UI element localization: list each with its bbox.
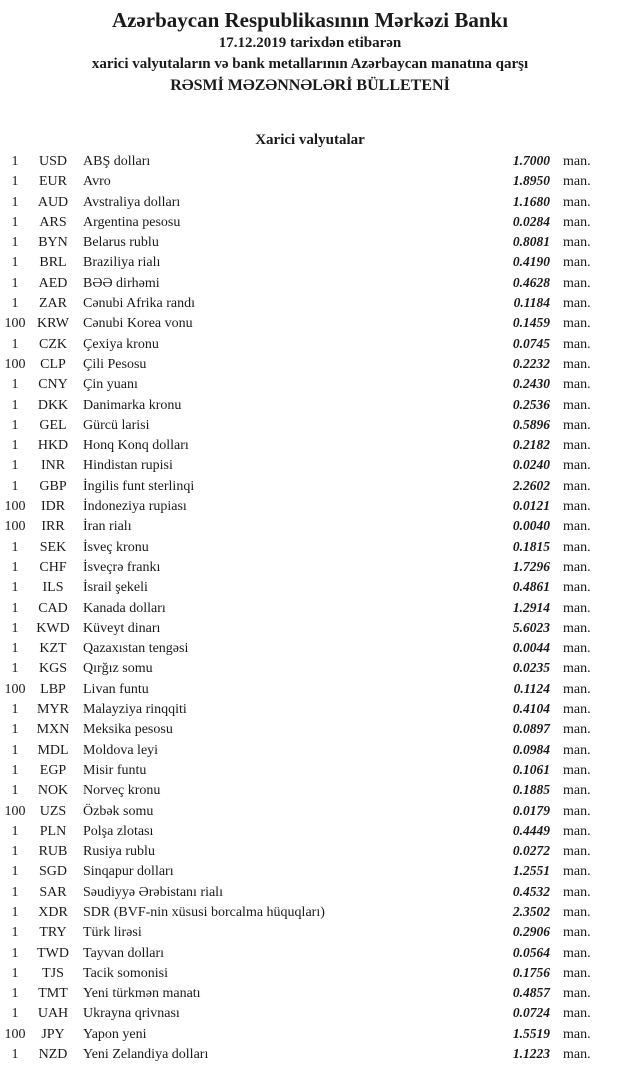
currency-code: USD — [38, 154, 67, 169]
rate-quantity: 100 — [4, 356, 26, 372]
currency-code: LBP — [40, 681, 66, 697]
currency-name: İsveçrə frankı — [83, 559, 161, 575]
rate-value: 0.1459 — [512, 315, 550, 331]
currency-name: Sinqapur dolları — [83, 864, 174, 880]
currency-code: CAD — [38, 600, 68, 616]
bulletin-header — [0, 0, 620, 97]
unit-label: man. — [563, 823, 591, 839]
rate-value: 0.2232 — [512, 355, 550, 371]
unit-label: man. — [563, 174, 591, 190]
currency-name: Kanada dolları — [83, 600, 166, 616]
currency-code: ARS — [39, 214, 67, 230]
rate-row — [0, 963, 620, 983]
currency-code: UAH — [37, 1006, 69, 1022]
currency-code: SAR — [39, 884, 67, 900]
rate-row — [0, 252, 620, 272]
rate-row — [0, 943, 620, 963]
currency-name: Livan funtu — [83, 681, 149, 697]
rate-value: 0.0240 — [512, 457, 550, 473]
rate-value: 0.4190 — [512, 254, 550, 270]
rate-value: 0.4861 — [512, 579, 550, 595]
unit-label: man. — [563, 904, 591, 920]
currency-name: Küveyt dinarı — [83, 620, 161, 636]
rate-value: 0.0745 — [512, 335, 550, 351]
rate-quantity: 100 — [4, 316, 26, 332]
unit-label: man. — [563, 377, 591, 393]
currency-name: Cənubi Afrika randı — [83, 296, 195, 312]
rate-value: 0.4628 — [512, 274, 550, 290]
unit-label: man. — [563, 214, 591, 230]
rate-quantity: 1 — [11, 742, 19, 758]
rate-row — [0, 922, 620, 942]
currency-code: IRR — [41, 519, 65, 535]
currency-code: AED — [38, 275, 68, 291]
rate-value: 0.1756 — [512, 964, 550, 980]
unit-label: man. — [563, 742, 591, 758]
rate-row — [0, 192, 620, 212]
currency-code: TJS — [42, 965, 64, 981]
currency-code: MDL — [37, 742, 69, 758]
rate-quantity: 1 — [11, 255, 19, 271]
rate-value: 1.1680 — [512, 193, 550, 209]
currency-code: KGS — [38, 661, 67, 677]
currency-code: ILS — [42, 580, 64, 596]
rate-row — [0, 740, 620, 760]
currency-name: Norveç kronu — [83, 783, 161, 799]
currency-name: Səudiyyə Ərəbistanı rialı — [83, 884, 223, 900]
unit-label: man. — [563, 803, 591, 819]
rate-quantity: 1 — [11, 458, 19, 474]
rate-row — [0, 882, 620, 902]
rate-quantity: 1 — [11, 154, 19, 169]
currency-code: XDR — [38, 904, 68, 920]
rate-quantity: 1 — [11, 1047, 19, 1063]
currency-code: TRY — [39, 925, 67, 941]
currency-code: CLP — [40, 356, 66, 372]
rate-value: 0.0272 — [512, 843, 550, 859]
currency-code: BYN — [38, 235, 68, 251]
currency-name: Çili Pesosu — [83, 356, 147, 372]
rate-value: 0.0040 — [512, 518, 550, 534]
rate-quantity: 1 — [11, 580, 19, 596]
rate-row — [0, 171, 620, 191]
currency-name: Çin yuanı — [83, 377, 138, 393]
rate-quantity: 1 — [11, 1006, 19, 1022]
currency-code: JPY — [41, 1026, 65, 1042]
rate-value: 0.1124 — [513, 680, 550, 696]
rate-value: 0.5896 — [512, 416, 550, 432]
rate-quantity: 1 — [11, 620, 19, 636]
currency-name: Braziliya rialı — [83, 255, 161, 271]
unit-label: man. — [563, 661, 591, 677]
rate-quantity: 1 — [11, 600, 19, 616]
rate-quantity: 1 — [11, 539, 19, 555]
rate-row — [0, 293, 620, 313]
rate-value: 1.5519 — [512, 1025, 550, 1041]
rate-value: 0.0179 — [512, 802, 550, 818]
currency-name: İsrail şekeli — [83, 580, 148, 596]
currency-code: NOK — [37, 783, 69, 799]
rate-row — [0, 354, 620, 374]
rate-value: 0.2906 — [512, 924, 550, 940]
rate-row — [0, 537, 620, 557]
rate-row — [0, 1003, 620, 1023]
rate-quantity: 1 — [11, 783, 19, 799]
rate-row — [0, 679, 620, 699]
currency-code: TWD — [37, 945, 69, 961]
rate-row — [0, 395, 620, 415]
rate-quantity: 1 — [11, 986, 19, 1002]
currency-name: Tayvan dolları — [83, 945, 165, 961]
currency-name: Ukrayna qrivnası — [83, 1006, 180, 1022]
rate-quantity: 1 — [11, 235, 19, 251]
currency-code: AUD — [37, 194, 69, 210]
unit-label: man. — [563, 681, 591, 697]
currency-name: Meksika pesosu — [83, 722, 173, 738]
unit-label: man. — [563, 620, 591, 636]
rate-row — [0, 476, 620, 496]
unit-label: man. — [563, 925, 591, 941]
currency-code: HKD — [37, 438, 69, 454]
rate-row — [0, 902, 620, 922]
currency-name: Rusiya rublu — [83, 844, 155, 860]
unit-label: man. — [563, 356, 591, 372]
rate-value: 1.7000 — [512, 153, 550, 168]
currency-name: Çexiya kronu — [83, 336, 159, 352]
currency-name: Argentina pesosu — [83, 214, 181, 230]
unit-label: man. — [563, 438, 591, 454]
rate-value: 1.2551 — [512, 863, 550, 879]
unit-label: man. — [563, 783, 591, 799]
currency-name: Türk lirəsi — [83, 925, 142, 941]
unit-label: man. — [563, 458, 591, 474]
currency-code: GBP — [39, 478, 67, 494]
rate-row — [0, 455, 620, 475]
rate-quantity: 1 — [11, 397, 19, 413]
rate-quantity: 100 — [4, 519, 26, 535]
rate-value: 1.7296 — [512, 558, 550, 574]
unit-label: man. — [563, 499, 591, 515]
currency-code: TMT — [38, 986, 68, 1002]
unit-label: man. — [563, 154, 591, 169]
rate-quantity: 1 — [11, 702, 19, 718]
currency-name: Tacik somonisi — [83, 965, 168, 981]
currency-name: Gürcü larisi — [83, 417, 150, 433]
rate-quantity: 1 — [11, 925, 19, 941]
bank-name-title: Azərbaycan Respublikasının Mərkəzi Bankı — [111, 8, 509, 32]
currency-code: NZD — [38, 1047, 68, 1063]
rate-value: 2.2602 — [512, 477, 550, 493]
rate-value: 0.8081 — [512, 234, 550, 250]
rate-quantity: 100 — [4, 499, 26, 515]
rate-row — [0, 374, 620, 394]
currency-code: UZS — [39, 803, 67, 819]
rate-value: 0.0564 — [512, 944, 550, 960]
unit-label: man. — [563, 194, 591, 210]
rate-row — [0, 719, 620, 739]
rate-value: 0.2182 — [512, 437, 550, 453]
currency-code: EUR — [39, 174, 67, 190]
currency-name: Avstraliya dolları — [83, 194, 181, 210]
currency-code: CZK — [39, 336, 67, 352]
unit-label: man. — [563, 600, 591, 616]
rate-value: 0.0284 — [512, 213, 550, 229]
currency-code: SGD — [38, 864, 67, 880]
rate-quantity: 1 — [11, 275, 19, 291]
unit-label: man. — [563, 519, 591, 535]
currency-code: BRL — [39, 255, 67, 271]
currency-code: MYR — [37, 702, 69, 718]
unit-label: man. — [563, 864, 591, 880]
rate-value: 1.2914 — [512, 599, 550, 615]
rate-row — [0, 232, 620, 252]
currency-code: PLN — [39, 823, 67, 839]
rate-value: 0.2430 — [512, 376, 550, 392]
currency-name: İngilis funt sterlinqi — [83, 478, 195, 494]
currency-name: Danimarka kronu — [83, 397, 182, 413]
rate-quantity: 1 — [11, 864, 19, 880]
rate-quantity: 1 — [11, 965, 19, 981]
rate-value: 0.1815 — [512, 538, 550, 554]
unit-label: man. — [563, 336, 591, 352]
rate-quantity: 1 — [11, 661, 19, 677]
currency-name: BƏƏ dirhəmi — [83, 275, 160, 291]
unit-label: man. — [563, 539, 591, 555]
rate-quantity: 1 — [11, 417, 19, 433]
rate-quantity: 1 — [11, 377, 19, 393]
currency-name: Moldova leyi — [83, 742, 159, 758]
rate-quantity: 1 — [11, 641, 19, 657]
currency-code: CNY — [38, 377, 68, 393]
unit-label: man. — [563, 986, 591, 1002]
unit-label: man. — [563, 702, 591, 718]
rate-value: 5.6023 — [512, 619, 550, 635]
rate-row — [0, 983, 620, 1003]
rate-row — [0, 273, 620, 293]
currency-name: İran rialı — [83, 519, 132, 535]
bulletin-title: RƏSMİ MƏZƏNNƏLƏRİ BÜLLETENİ — [170, 77, 450, 94]
rate-quantity: 1 — [11, 336, 19, 352]
currency-name: Qazaxıstan tengəsi — [83, 641, 189, 657]
unit-label: man. — [563, 722, 591, 738]
currency-name: Belarus rublu — [83, 235, 159, 251]
currency-code: SEK — [39, 539, 67, 555]
rate-value: 0.4532 — [512, 883, 550, 899]
currency-name: ABŞ dolları — [83, 154, 151, 169]
rate-quantity: 1 — [11, 214, 19, 230]
currency-code: ZAR — [39, 296, 67, 312]
rate-value: 0.1184 — [513, 295, 550, 311]
unit-label: man. — [563, 559, 591, 575]
rate-row — [0, 415, 620, 435]
currency-name: Yeni Zelandiya dolları — [83, 1047, 209, 1063]
currency-code: KRW — [37, 316, 69, 332]
unit-label: man. — [563, 762, 591, 778]
currency-name: Malayziya rinqqiti — [83, 702, 187, 718]
currency-code: INR — [40, 458, 66, 474]
rate-row — [0, 516, 620, 536]
currency-name: Hindistan rupisi — [83, 458, 173, 474]
rate-row — [0, 557, 620, 577]
rate-row — [0, 212, 620, 232]
unit-label: man. — [563, 1026, 591, 1042]
rate-row — [0, 618, 620, 638]
rate-value: 0.0121 — [512, 498, 550, 514]
unit-label: man. — [563, 1006, 591, 1022]
unit-label: man. — [563, 255, 591, 271]
currency-code: IDR — [40, 499, 66, 515]
currency-name: Cənubi Korea vonu — [83, 316, 193, 332]
unit-label: man. — [563, 235, 591, 251]
currency-code: RUB — [38, 844, 68, 860]
rate-quantity: 100 — [4, 681, 26, 697]
rate-value: 0.4857 — [512, 985, 550, 1001]
unit-label: man. — [563, 580, 591, 596]
rate-row — [0, 638, 620, 658]
rate-row — [0, 760, 620, 780]
rate-value: 0.0984 — [512, 741, 550, 757]
rate-value: 0.1061 — [512, 761, 550, 777]
rate-row — [0, 861, 620, 881]
rate-quantity: 1 — [11, 884, 19, 900]
rate-row — [0, 496, 620, 516]
currency-name: SDR (BVF-nin xüsusi borcalma hüquqları) — [83, 904, 325, 920]
rate-value: 0.4104 — [512, 701, 550, 717]
rate-row — [0, 780, 620, 800]
currency-name: Qırğız somu — [83, 661, 153, 677]
currency-code: CHF — [39, 559, 67, 575]
exchange-rates-table — [0, 151, 620, 1064]
rate-quantity: 1 — [11, 762, 19, 778]
currency-name: Honq Konq dolları — [83, 438, 189, 454]
rate-row — [0, 598, 620, 618]
currency-name: Misir funtu — [83, 762, 147, 778]
rate-quantity: 1 — [11, 844, 19, 860]
currency-code: GEL — [39, 417, 67, 433]
unit-label: man. — [563, 945, 591, 961]
currency-code: KZT — [39, 641, 67, 657]
rate-quantity: 1 — [11, 174, 19, 190]
rate-value: 1.8950 — [512, 173, 550, 189]
currency-code: MXN — [36, 722, 70, 738]
rate-row — [0, 577, 620, 597]
section-title-foreign-currencies: Xarici valyutalar — [255, 132, 365, 148]
currency-code: KWD — [36, 620, 70, 636]
rate-row — [0, 313, 620, 333]
rate-quantity: 1 — [11, 722, 19, 738]
rate-row — [0, 801, 620, 821]
currency-name: Polşa zlotası — [83, 823, 154, 839]
rate-row — [0, 841, 620, 861]
unit-label: man. — [563, 844, 591, 860]
currency-code: DKK — [37, 397, 69, 413]
rate-quantity: 1 — [11, 194, 19, 210]
rate-quantity: 1 — [11, 438, 19, 454]
rate-value: 0.4449 — [512, 822, 550, 838]
currency-name: Yeni türkmən manatı — [83, 986, 201, 1002]
unit-label: man. — [563, 275, 591, 291]
rate-quantity: 100 — [4, 803, 26, 819]
rate-value: 0.0235 — [512, 660, 550, 676]
effective-date-line: 17.12.2019 tarixdən etibarən — [218, 35, 402, 51]
rate-row — [0, 821, 620, 841]
rate-row — [0, 151, 620, 171]
rate-value: 0.2536 — [512, 396, 550, 412]
rate-row — [0, 699, 620, 719]
unit-label: man. — [563, 296, 591, 312]
currency-name: Yapon yeni — [83, 1026, 147, 1042]
currency-code: EGP — [39, 762, 67, 778]
currency-name: İsveç kronu — [83, 539, 149, 555]
currency-name: Özbək somu — [83, 803, 154, 819]
rate-value: 0.0897 — [512, 721, 550, 737]
unit-label: man. — [563, 478, 591, 494]
unit-label: man. — [563, 884, 591, 900]
unit-label: man. — [563, 965, 591, 981]
rate-quantity: 1 — [11, 296, 19, 312]
rate-row — [0, 435, 620, 455]
rate-quantity: 1 — [11, 904, 19, 920]
rate-value: 0.0044 — [512, 640, 550, 656]
rate-value: 2.3502 — [512, 903, 550, 919]
currency-name: İndoneziya rupiası — [83, 499, 187, 515]
unit-label: man. — [563, 397, 591, 413]
currency-name: Avro — [83, 174, 111, 190]
rate-row — [0, 658, 620, 678]
unit-label: man. — [563, 417, 591, 433]
rate-quantity: 1 — [11, 478, 19, 494]
rate-row — [0, 1044, 620, 1064]
unit-label: man. — [563, 316, 591, 332]
rate-value: 0.0724 — [512, 1005, 550, 1021]
rate-quantity: 1 — [11, 945, 19, 961]
rate-row — [0, 1024, 620, 1044]
rate-value: 1.1223 — [512, 1046, 550, 1062]
rate-quantity: 1 — [11, 823, 19, 839]
bulletin-subtitle: xarici valyutaların və bank metallarının Azərbaycan manatına qarşı — [91, 56, 529, 72]
rate-value: 0.1885 — [512, 782, 550, 798]
rate-row — [0, 334, 620, 354]
rate-quantity: 100 — [4, 1026, 26, 1042]
unit-label: man. — [563, 641, 591, 657]
rate-quantity: 1 — [11, 559, 19, 575]
unit-label: man. — [563, 1047, 591, 1063]
